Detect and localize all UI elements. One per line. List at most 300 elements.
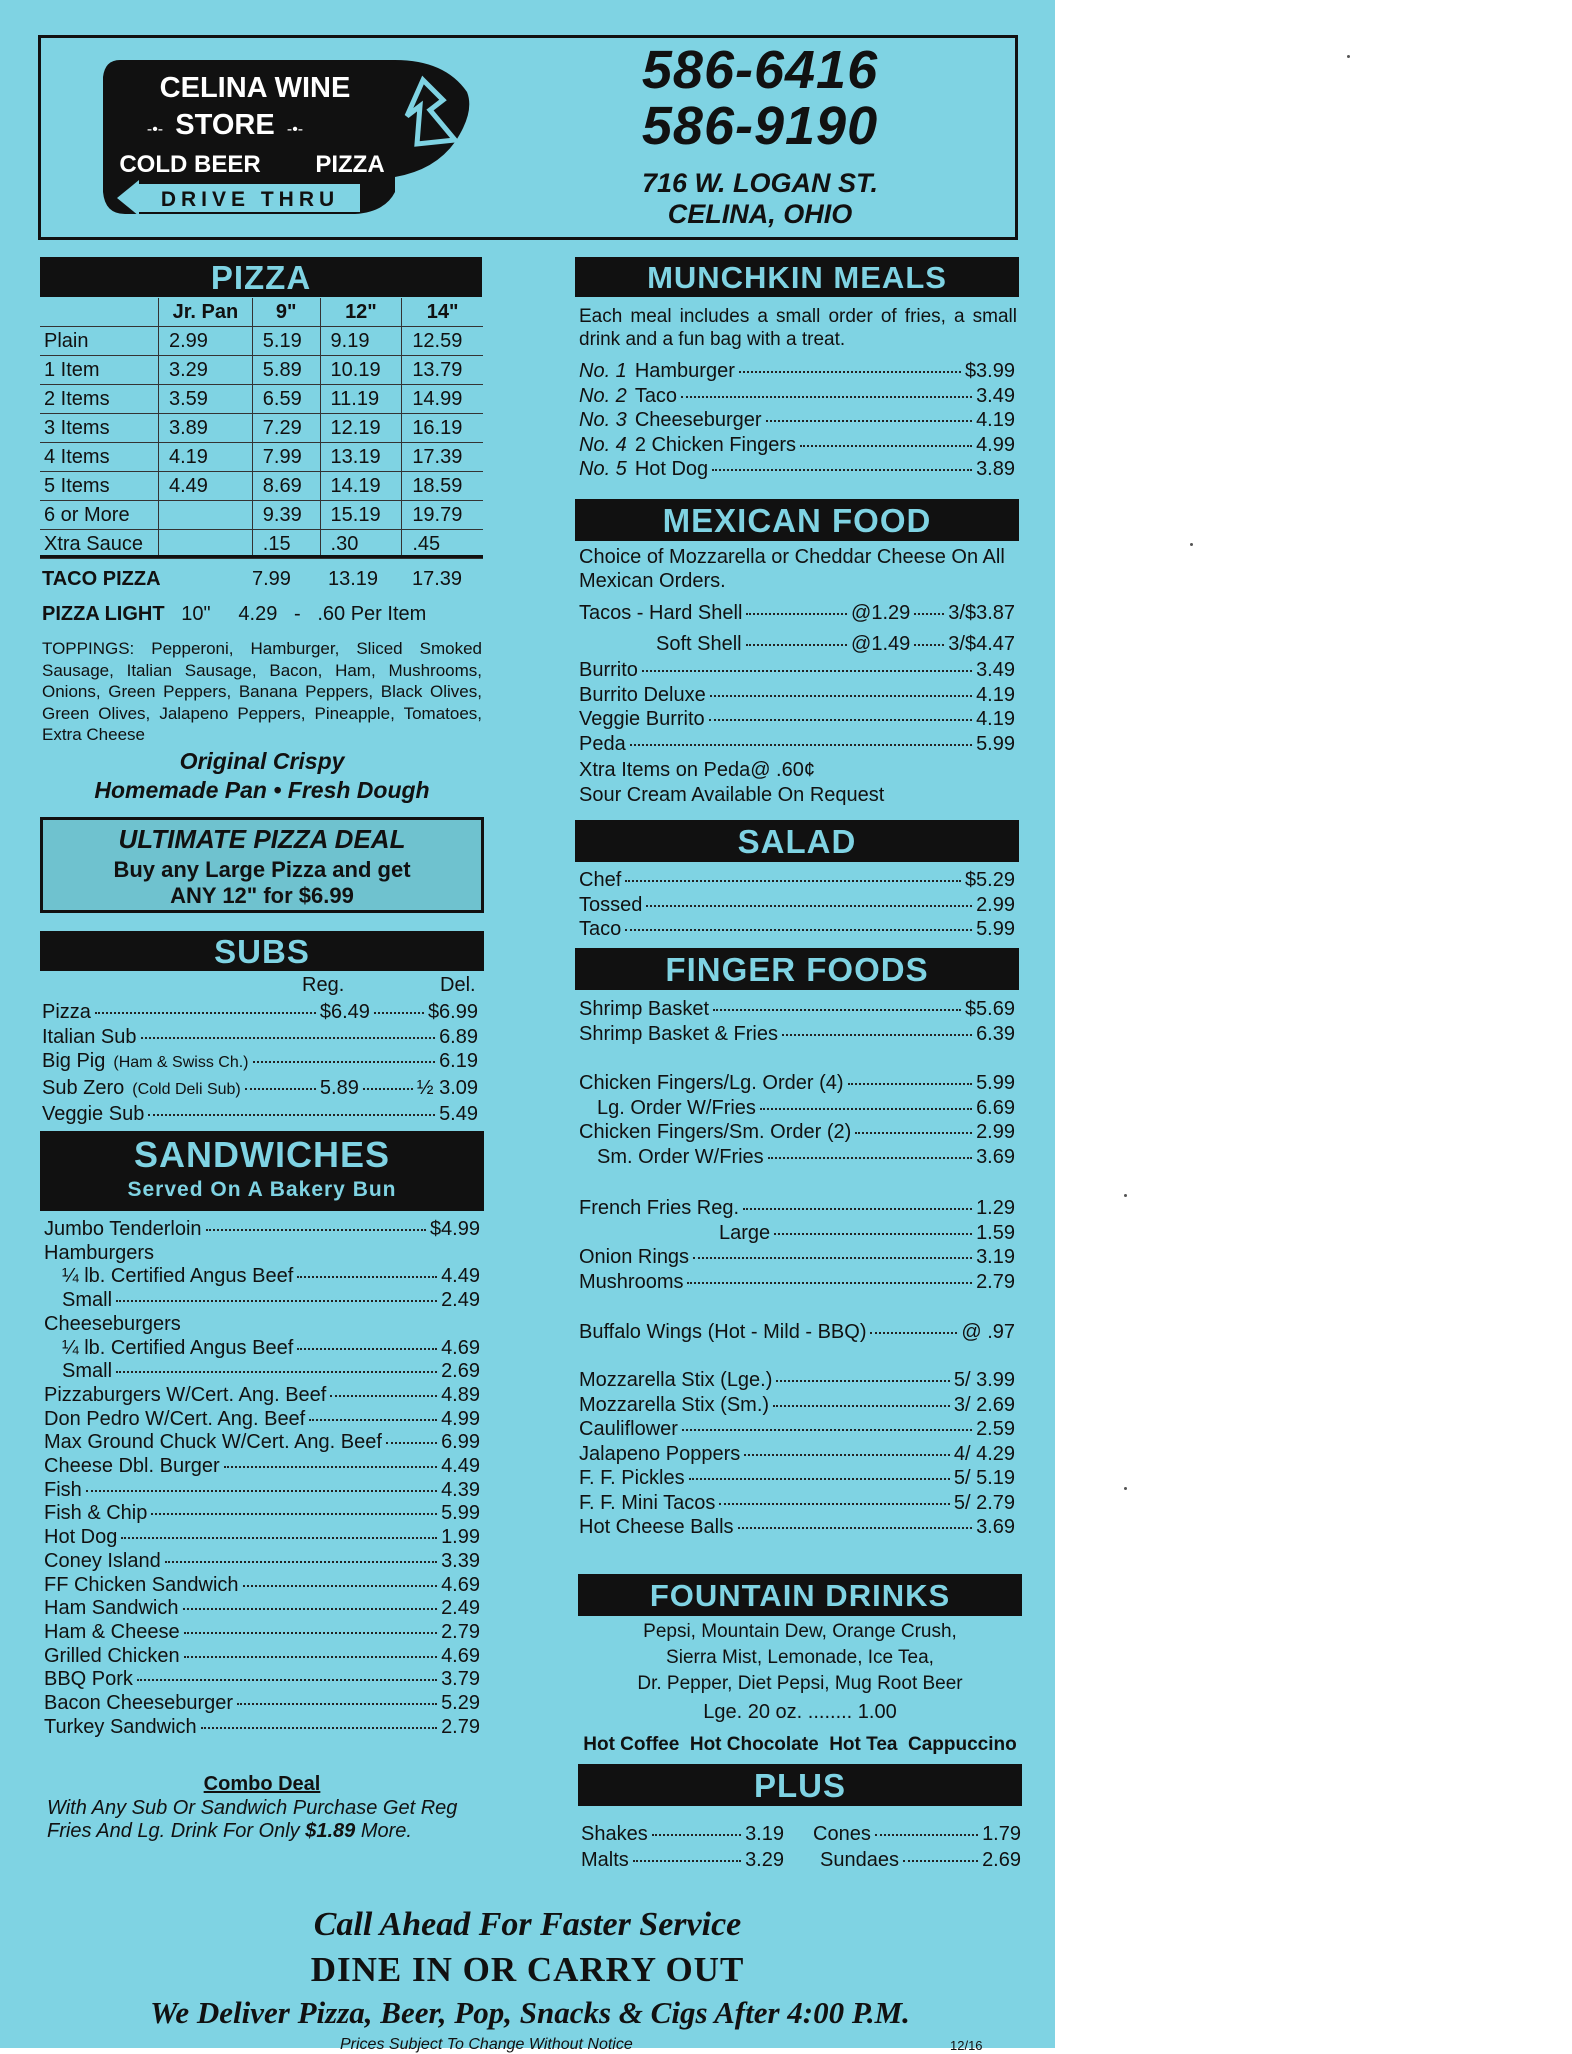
item-price: 3/ 2.69 xyxy=(953,1393,1015,1416)
item-name: Mozzarella Stix (Lge.) xyxy=(579,1369,773,1391)
item-name: Don Pedro W/Cert. Ang. Beef xyxy=(44,1407,306,1430)
item-name: Burrito xyxy=(579,659,638,681)
deal-line-2: ANY 12" for $6.99 xyxy=(170,883,354,908)
munchkin-heading: MUNCHKIN MEALS xyxy=(575,257,1019,297)
pizza-price-cell: 3.89 xyxy=(159,414,253,443)
cones-row: Cones 1.79 xyxy=(813,1823,1021,1845)
meal-number: No. 3 xyxy=(579,409,627,431)
mexican-description: Choice of Mozzarella or Cheddar Cheese On All Mexican Orders. xyxy=(579,546,1005,592)
item-price: $6.49 xyxy=(319,1001,370,1023)
pizza-price-cell: 4.49 xyxy=(159,472,253,501)
tacos-soft-each: @1.49 xyxy=(851,633,911,655)
pizza-price-cell: 6.59 xyxy=(252,385,320,414)
item-name: Jumbo Tenderloin xyxy=(44,1218,202,1240)
item-price: 5.99 xyxy=(976,918,1015,940)
item-price-delivery: $6.99 xyxy=(427,1001,478,1023)
phone-number-1: 586-6416 xyxy=(641,40,879,100)
item-price: 4.69 xyxy=(441,1336,480,1359)
sub-item xyxy=(42,1000,478,1025)
pizza-light-size: 10" xyxy=(181,603,211,625)
pizza-row xyxy=(40,356,483,385)
tacos-soft-multi: 3/$4.47 xyxy=(948,633,1015,655)
item-name: ¼ lb. Certified Angus Beef xyxy=(62,1265,294,1288)
crust-line-2: Homemade Pan • Fresh Dough xyxy=(94,777,430,803)
footer-delivery: We Deliver Pizza, Beer, Pop, Snacks & Cigs After 4:00 P.M. xyxy=(150,1995,910,2030)
item-name: Italian Sub xyxy=(42,1025,137,1048)
sandwich-item xyxy=(44,1408,480,1432)
drinks-line-1: Pepsi, Mountain Dew, Orange Crush, xyxy=(643,1621,957,1642)
mexican-item xyxy=(579,732,1015,757)
tacos-hard-each: @1.29 xyxy=(851,602,911,624)
item-name: Sm. Order W/Fries xyxy=(597,1145,764,1168)
tacos-soft-label: Soft Shell xyxy=(656,633,742,655)
item-price: 6.19 xyxy=(439,1050,478,1072)
subs-list xyxy=(42,1000,478,1127)
munchkin-meal xyxy=(579,384,1015,409)
buffalo-wings-row xyxy=(579,1320,1015,1345)
item-name: Cheeseburgers xyxy=(44,1312,181,1335)
item-name: Shrimp Basket xyxy=(579,998,710,1020)
munchkin-meal xyxy=(579,408,1015,433)
phone-number-2: 586-9190 xyxy=(641,96,879,156)
pizza-row-label: 5 Items xyxy=(40,472,159,501)
sandwich-item xyxy=(44,1574,480,1598)
finger-item xyxy=(579,1417,1015,1442)
tacos-hard-label: Tacos - Hard Shell xyxy=(579,602,743,624)
item-note: (Cold Deli Sub) xyxy=(132,1080,241,1098)
item-name: Mozzarella Stix (Sm.) xyxy=(579,1393,770,1416)
pizza-price-cell: 7.99 xyxy=(252,443,320,472)
sandwich-item xyxy=(44,1479,480,1503)
sandwiches-heading: SANDWICHES xyxy=(133,1134,390,1175)
item-price: $3.99 xyxy=(964,360,1015,382)
item-name: Sub Zero xyxy=(42,1076,125,1099)
item-price: 2.59 xyxy=(976,1418,1015,1440)
pizza-price-cell: 12.19 xyxy=(320,414,402,443)
pizza-row-label: Plain xyxy=(40,327,159,356)
item-name: Chicken Fingers/Sm. Order (2) xyxy=(579,1121,852,1143)
item-price: 1.59 xyxy=(976,1221,1015,1244)
item-price: 2.49 xyxy=(441,1597,480,1620)
pizza-row-label: 2 Items xyxy=(40,385,159,414)
item-name: Veggie Burrito xyxy=(579,708,705,730)
item-price: 5.89 xyxy=(319,1076,359,1099)
item-price: 5.99 xyxy=(976,1072,1015,1094)
sandwich-item xyxy=(44,1242,480,1266)
svg-text:-•-: -•- xyxy=(286,121,304,138)
sandwich-item xyxy=(44,1313,480,1337)
malts-row: Malts 3.29 xyxy=(581,1849,784,1871)
pizza-light-dash: - xyxy=(294,603,301,625)
mexican-list xyxy=(579,658,1015,756)
item-name: Jalapeno Poppers xyxy=(579,1442,741,1465)
pizza-row-label: 4 Items xyxy=(40,443,159,472)
pizza-row-label: 6 or More xyxy=(40,501,159,530)
sandwich-item xyxy=(44,1360,480,1384)
sandwich-item xyxy=(44,1550,480,1574)
item-price: 4.69 xyxy=(441,1644,480,1667)
finger-item xyxy=(579,1071,1015,1096)
item-name: Mushrooms xyxy=(579,1270,684,1293)
item-name: Taco xyxy=(634,384,678,407)
pizza-price-cell: 11.19 xyxy=(320,385,402,414)
fountain-drinks-heading: FOUNTAIN DRINKS xyxy=(578,1574,1022,1616)
item-price: 4.39 xyxy=(441,1478,480,1501)
item-price: $4.99 xyxy=(429,1218,480,1240)
item-price: 6.69 xyxy=(976,1096,1015,1119)
store-logo xyxy=(95,52,475,222)
item-price: 5.49 xyxy=(439,1103,478,1125)
item-name: Small xyxy=(62,1289,113,1312)
item-price: 4.19 xyxy=(976,409,1015,431)
mexican-note-1: Xtra Items on Peda@ .60¢ xyxy=(579,759,815,781)
item-price: 3.39 xyxy=(441,1549,480,1572)
item-price: 3.69 xyxy=(976,1145,1015,1168)
pizza-price-cell: 15.19 xyxy=(320,501,402,530)
item-name: Turkey Sandwich xyxy=(44,1715,197,1738)
item-price: 4.49 xyxy=(441,1265,480,1288)
sandwich-item xyxy=(44,1502,480,1526)
item-price: 1.29 xyxy=(976,1197,1015,1219)
meal-number: No. 2 xyxy=(579,384,627,407)
pizza-table-rule xyxy=(40,555,483,558)
item-name: Peda xyxy=(579,732,626,755)
item-name: Coney Island xyxy=(44,1549,161,1572)
pizza-row xyxy=(40,327,483,356)
item-price: 4.19 xyxy=(976,708,1015,730)
item-note: (Ham & Swiss Ch.) xyxy=(113,1054,249,1071)
item-price: 4/ 4.29 xyxy=(953,1442,1015,1465)
finger-item xyxy=(579,1466,1015,1491)
item-price: 3.49 xyxy=(976,659,1015,681)
sandwiches-list xyxy=(44,1218,480,1739)
finger-group-apps xyxy=(579,1368,1015,1540)
pizza-price-cell: 13.19 xyxy=(320,443,402,472)
item-price: 6.99 xyxy=(441,1431,480,1454)
item-name: Chef xyxy=(579,869,622,891)
pizza-price-cell: 2.99 xyxy=(159,327,253,356)
item-price: 2.79 xyxy=(441,1620,480,1643)
item-price: 3.79 xyxy=(441,1668,480,1691)
pizza-row-label: 3 Items xyxy=(40,414,159,443)
item-name: Veggie Sub xyxy=(42,1103,145,1125)
ultimate-deal-box xyxy=(40,817,484,913)
sub-item xyxy=(42,1076,478,1103)
item-name: Hot Dog xyxy=(44,1526,118,1549)
pizza-price-cell: 14.19 xyxy=(320,472,402,501)
pizza-price-cell: 4.19 xyxy=(159,443,253,472)
item-name: Pizzaburgers W/Cert. Ang. Beef xyxy=(44,1383,327,1406)
pizza-price-cell: 12.59 xyxy=(402,327,483,356)
sandwich-item xyxy=(44,1621,480,1645)
mexican-note-2: Sour Cream Available On Request xyxy=(579,784,885,806)
item-price: 6.39 xyxy=(976,1022,1015,1045)
pizza-price-cell: 9.19 xyxy=(320,327,402,356)
item-price: 5/ 3.99 xyxy=(953,1369,1015,1391)
pizza-price-cell: 10.19 xyxy=(320,356,402,385)
col-12in: 12" xyxy=(320,298,402,327)
item-price: 1.99 xyxy=(441,1526,480,1549)
item-price: 5/ 2.79 xyxy=(953,1491,1015,1514)
subs-col-reg: Reg. xyxy=(302,974,345,996)
munchkin-meal xyxy=(579,433,1015,458)
item-name: French Fries Reg. xyxy=(579,1197,740,1219)
pizza-row xyxy=(40,414,483,443)
sandwich-item xyxy=(44,1597,480,1621)
item-name: Large xyxy=(719,1221,771,1244)
pizza-row-label: Xtra Sauce xyxy=(40,530,159,559)
item-name: Cheese Dbl. Burger xyxy=(44,1455,220,1478)
scan-speck xyxy=(1124,1487,1127,1490)
item-price: 5.99 xyxy=(976,732,1015,755)
munchkin-description: Each meal includes a small order of fries, a small drink and a fun bag with a treat. xyxy=(579,306,1017,350)
drinks-line-3: Dr. Pepper, Diet Pepsi, Mug Root Beer xyxy=(637,1673,963,1694)
munchkin-meal xyxy=(579,457,1015,482)
finger-group-shrimp xyxy=(579,997,1015,1046)
item-name: Hot Dog xyxy=(634,458,709,480)
sub-item xyxy=(42,1025,478,1050)
sandwich-item xyxy=(44,1289,480,1313)
item-name: Burrito Deluxe xyxy=(579,683,706,706)
pizza-price-cell: 13.79 xyxy=(402,356,483,385)
combo-text xyxy=(47,1797,487,1843)
item-name: Shrimp Basket & Fries xyxy=(579,1022,778,1045)
item-price: 2.79 xyxy=(976,1270,1015,1293)
pizza-light xyxy=(42,603,426,626)
logo-line4: DRIVE THRU xyxy=(160,188,340,211)
shakes-row: Shakes 3.19 xyxy=(581,1823,784,1845)
pizza-price-cell: .30 xyxy=(320,530,402,559)
pizza-row xyxy=(40,385,483,414)
tacos-hard-row xyxy=(579,601,1015,626)
sub-item xyxy=(42,1049,478,1076)
logo-line3a: COLD BEER xyxy=(119,151,261,178)
item-name: Ham & Cheese xyxy=(44,1620,180,1643)
item-price: 2.69 xyxy=(441,1360,480,1383)
crust-line-1: Original Crispy xyxy=(179,748,345,774)
tacos-hard-multi: 3/$3.87 xyxy=(948,602,1015,624)
mexican-item xyxy=(579,683,1015,708)
finger-item xyxy=(579,1145,1015,1170)
drinks-size-price: Lge. 20 oz. ........ 1.00 xyxy=(703,1701,897,1723)
item-price: 2.79 xyxy=(441,1715,480,1738)
subs-col-del: Del. xyxy=(440,974,476,996)
finger-item xyxy=(579,1368,1015,1393)
pizza-price-cell: 17.39 xyxy=(402,443,483,472)
buffalo-wings-price: @ .97 xyxy=(961,1321,1015,1343)
deal-title: ULTIMATE PIZZA DEAL xyxy=(118,824,406,854)
footer-date: 12/16 xyxy=(950,2038,983,2053)
item-name: Big Pig xyxy=(42,1050,106,1072)
item-name: ¼ lb. Certified Angus Beef xyxy=(62,1336,294,1359)
meal-number: No. 1 xyxy=(579,360,627,382)
item-price: 5/ 5.19 xyxy=(953,1467,1015,1489)
item-name: Tossed xyxy=(579,893,643,916)
finger-item xyxy=(579,1491,1015,1516)
mexican-heading: MEXICAN FOOD xyxy=(575,499,1019,541)
finger-item xyxy=(579,1096,1015,1121)
sandwich-item xyxy=(44,1526,480,1550)
item-name: Bacon Cheeseburger xyxy=(44,1692,234,1715)
item-price: 2.49 xyxy=(441,1289,480,1312)
scan-speck xyxy=(1347,55,1350,58)
pizza-row xyxy=(40,472,483,501)
finger-group-chicken xyxy=(579,1071,1015,1169)
meal-number: No. 5 xyxy=(579,458,627,480)
sandwiches-subtitle: Served On A Bakery Bun xyxy=(127,1178,397,1201)
hot-drinks: Hot Coffee Hot Chocolate Hot Tea Cappuccino xyxy=(583,1734,1017,1755)
item-name: Max Ground Chuck W/Cert. Ang. Beef xyxy=(44,1431,382,1454)
fountain-drinks-list xyxy=(578,1619,1022,1727)
scan-speck xyxy=(1190,543,1193,546)
pizza-row-label: 1 Item xyxy=(40,356,159,385)
item-price: 3.69 xyxy=(976,1516,1015,1538)
sandwich-item xyxy=(44,1668,480,1692)
pizza-price-table xyxy=(40,298,483,559)
item-name: Onion Rings xyxy=(579,1246,690,1268)
salad-item xyxy=(579,917,1015,942)
meal-number: No. 4 xyxy=(579,433,627,456)
item-name: Lg. Order W/Fries xyxy=(597,1096,756,1119)
logo-line1: CELINA WINE xyxy=(159,72,351,104)
taco-pizza-14: 13.19 xyxy=(328,568,379,590)
scan-speck xyxy=(1124,1194,1127,1197)
drinks-line-2: Sierra Mist, Lemonade, Ice Tea, xyxy=(666,1647,934,1668)
mexican-item xyxy=(579,707,1015,732)
item-price: 4.99 xyxy=(976,433,1015,456)
buffalo-wings-label: Buffalo Wings (Hot - Mild - BBQ) xyxy=(579,1321,867,1343)
sandwiches-heading-box xyxy=(40,1131,484,1211)
item-name: Fish & Chip xyxy=(44,1502,148,1525)
finger-item xyxy=(579,1442,1015,1467)
item-name: Hamburgers xyxy=(44,1241,155,1264)
pizza-row xyxy=(40,443,483,472)
col-9in: 9" xyxy=(252,298,320,327)
combo-line-1: With Any Sub Or Sandwich Purchase Get Reg xyxy=(47,1797,458,1819)
pizza-price-cell: 9.39 xyxy=(252,501,320,530)
item-name: Chicken Fingers/Lg. Order (4) xyxy=(579,1072,844,1094)
logo-line2: STORE xyxy=(175,109,275,141)
finger-item xyxy=(579,1221,1015,1246)
address-line-2: CELINA, OHIO xyxy=(667,199,853,229)
taco-pizza-12: 7.99 xyxy=(252,568,291,590)
item-price: 4.19 xyxy=(976,683,1015,706)
item-price: 4.69 xyxy=(441,1573,480,1596)
subs-heading: SUBS xyxy=(40,931,484,971)
plus-heading: PLUS xyxy=(578,1764,1022,1806)
footer-dine-in: DINE IN OR CARRY OUT xyxy=(310,1950,745,1989)
munchkin-list xyxy=(579,359,1015,482)
finger-foods-heading: FINGER FOODS xyxy=(575,948,1019,990)
item-price: 2.99 xyxy=(976,1121,1015,1143)
item-price: $5.69 xyxy=(964,998,1015,1020)
pizza-price-cell: 19.79 xyxy=(402,501,483,530)
pizza-price-cell: .45 xyxy=(402,530,483,559)
pizza-heading: PIZZA xyxy=(40,257,482,297)
sandwich-item xyxy=(44,1431,480,1455)
item-price: 4.49 xyxy=(441,1455,480,1478)
item-price: $5.29 xyxy=(964,869,1015,891)
sandwich-item xyxy=(44,1692,480,1716)
finger-item xyxy=(579,1022,1015,1047)
salad-item xyxy=(579,893,1015,918)
col-14in: 14" xyxy=(402,298,483,327)
footer-prices-note: Prices Subject To Change Without Notice xyxy=(340,2036,633,2053)
item-price: 4.99 xyxy=(441,1407,480,1430)
sandwich-item xyxy=(44,1218,480,1242)
pizza-price-cell: 7.29 xyxy=(252,414,320,443)
pizza-price-cell: 5.19 xyxy=(252,327,320,356)
item-price: 5.29 xyxy=(441,1692,480,1715)
sandwich-item xyxy=(44,1455,480,1479)
toppings-list: TOPPINGS: Pepperoni, Hamburger, Sliced Smoked Sausage, Italian Sausage, Bacon, Ham, Mushrooms, Onions, Green Peppers, Banana Peppers, Black Olives, Green Olives, Jalapeno Peppers, Pineapple, Tomatoes, Extra Cheese xyxy=(42,639,482,744)
item-name: Ham Sandwich xyxy=(44,1597,179,1620)
combo-line-2: Fries And Lg. Drink For Only $1.89 More. xyxy=(47,1820,412,1842)
item-price: 5.99 xyxy=(441,1502,480,1525)
sandwich-item xyxy=(44,1265,480,1289)
finger-item xyxy=(579,1245,1015,1270)
pizza-price-cell: 16.19 xyxy=(402,414,483,443)
sandwich-item xyxy=(44,1716,480,1740)
item-name: Grilled Chicken xyxy=(44,1644,180,1667)
pizza-price-cell xyxy=(159,501,253,530)
tacos-soft-row xyxy=(656,632,1015,657)
item-price: 3.89 xyxy=(976,458,1015,480)
sandwich-item xyxy=(44,1645,480,1669)
item-name: F. F. Mini Tacos xyxy=(579,1491,716,1514)
finger-item xyxy=(579,1120,1015,1145)
item-name: FF Chicken Sandwich xyxy=(44,1573,239,1596)
item-price: 3.19 xyxy=(976,1246,1015,1268)
pizza-price-cell: 14.99 xyxy=(402,385,483,414)
col-jr-pan: Jr. Pan xyxy=(159,298,253,327)
pizza-price-cell: 18.59 xyxy=(402,472,483,501)
sundaes-row: Sundaes 2.69 xyxy=(820,1849,1021,1871)
item-price-delivery: ½ 3.09 xyxy=(416,1076,478,1099)
finger-item xyxy=(579,1515,1015,1540)
item-name: Cheeseburger xyxy=(634,409,762,431)
finger-item xyxy=(579,1393,1015,1418)
item-price: 6.89 xyxy=(439,1025,478,1048)
svg-text:-•-: -•- xyxy=(146,121,164,138)
pizza-price-cell: 8.69 xyxy=(252,472,320,501)
item-name: Pizza xyxy=(42,1001,91,1023)
sub-item xyxy=(42,1102,478,1127)
item-name: F. F. Pickles xyxy=(579,1467,685,1489)
finger-item xyxy=(579,1270,1015,1295)
item-name: Small xyxy=(62,1360,113,1383)
item-name: Cauliflower xyxy=(579,1418,678,1440)
finger-item xyxy=(579,1196,1015,1221)
pizza-light-extra: .60 Per Item xyxy=(317,603,427,625)
salad-item xyxy=(579,868,1015,893)
salad-list xyxy=(579,868,1015,942)
logo-line3b: PIZZA xyxy=(315,151,385,178)
pizza-price-cell: 5.89 xyxy=(252,356,320,385)
sandwich-item xyxy=(44,1337,480,1361)
item-price: 4.89 xyxy=(441,1383,480,1406)
deal-line-1: Buy any Large Pizza and get xyxy=(113,857,411,882)
sandwich-item xyxy=(44,1384,480,1408)
finger-item xyxy=(579,997,1015,1022)
pizza-price-cell: .15 xyxy=(252,530,320,559)
address-line-1: 716 W. LOGAN ST. xyxy=(641,168,879,198)
item-name: BBQ Pork xyxy=(44,1668,133,1691)
item-price: 3.49 xyxy=(976,384,1015,407)
salad-heading: SALAD xyxy=(575,820,1019,862)
finger-group-sides xyxy=(579,1196,1015,1294)
pizza-price-cell: 3.29 xyxy=(159,356,253,385)
